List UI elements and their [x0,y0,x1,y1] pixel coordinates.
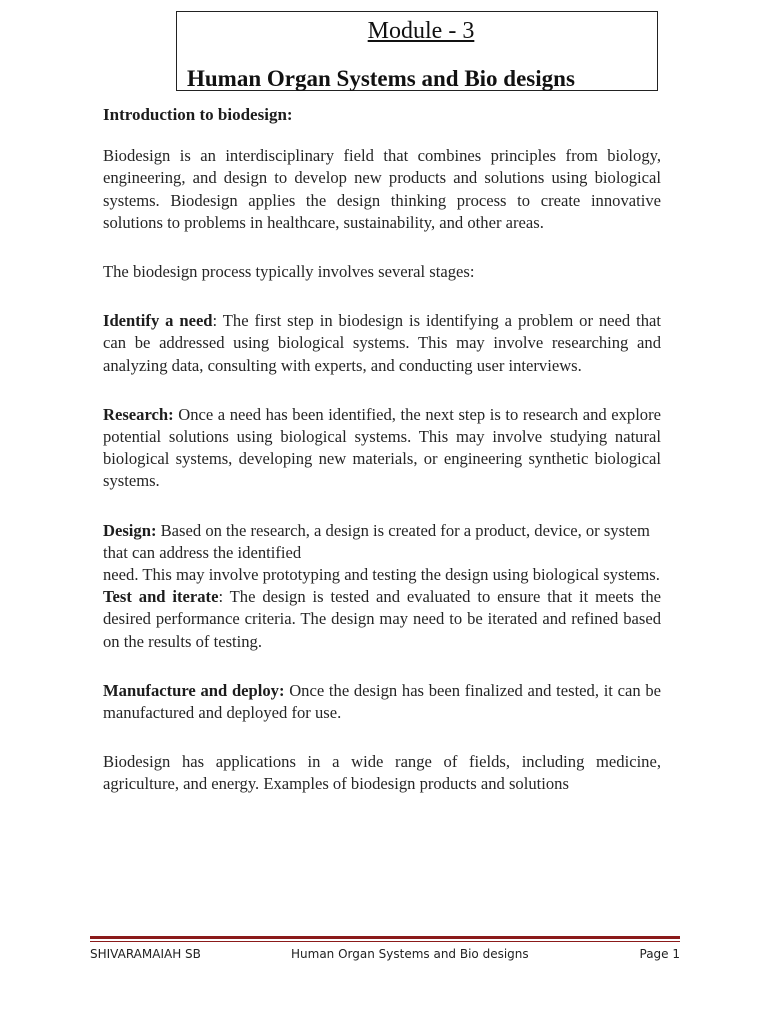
page-footer [90,936,680,967]
stage-research [103,404,661,493]
stage-text: The design is tested and evaluated to ensure that it meets the desired performance criteria. The design may need to be iterated and refined based on the results of testing. [103,587,661,651]
module-label: Module - 3 [367,18,475,44]
stage-separator: : [218,587,224,607]
stage-design [103,520,661,564]
title-box [176,11,658,91]
stage-separator: : [212,311,218,331]
page-number: Page 1 [639,947,680,961]
stage-text: Based on the research, a design is created for a product, device, or system that can address the identified [103,520,650,562]
stage-test-iterate [103,586,661,653]
closing-paragraph: Biodesign has applications in a wide range of fields, including medicine, agriculture, and energy. Examples of biodesign products and solutions [103,752,661,794]
stage-term: Manufacture and deploy: [103,680,285,700]
footer-divider [90,936,680,939]
stage-design-continued: need. This may involve prototyping and testing the design using biological systems. [103,565,660,585]
stage-manufacture-deploy [103,680,661,724]
section-heading: Introduction to biodesign: [103,105,293,124]
stage-term: Design: [103,520,157,540]
stage-term: Test and iterate [103,587,219,607]
stage-identify-need [103,310,661,377]
footer-title: Human Organ Systems and Bio designs [291,947,529,961]
document-body [103,104,661,796]
footer-row [90,947,680,967]
intro-paragraph: Biodesign is an interdisciplinary field that combines principles from biology, engineering, and design to develop new products and solutions using biological systems. Biodesign applies the design thinking process to create innovative solutions to problems in healthcare, sustainability, and other areas. [103,146,661,232]
stage-text: Once a need has been identified, the next step is to research and explore potential solutions using biological systems. This may involve studying natural biological systems, developing new materials, or engineering synthetic biological systems. [103,404,661,491]
document-title: Human Organ Systems and Bio designs [187,66,575,91]
stage-text: The first step in biodesign is identifying a problem or need that can be addressed using biological systems. This may involve researching and analyzing data, consulting with experts, and conducting user interviews. [103,311,661,375]
footer-author: SHIVARAMAIAH SB [90,947,201,961]
footer-divider-thin [90,941,680,942]
stages-lead: The biodesign process typically involves several stages: [103,262,475,282]
stage-term: Identify a need [103,311,213,331]
stage-term: Research: [103,404,174,424]
stage-text: Once the design has been finalized and tested, it can be manufactured and deployed for use. [103,680,661,723]
